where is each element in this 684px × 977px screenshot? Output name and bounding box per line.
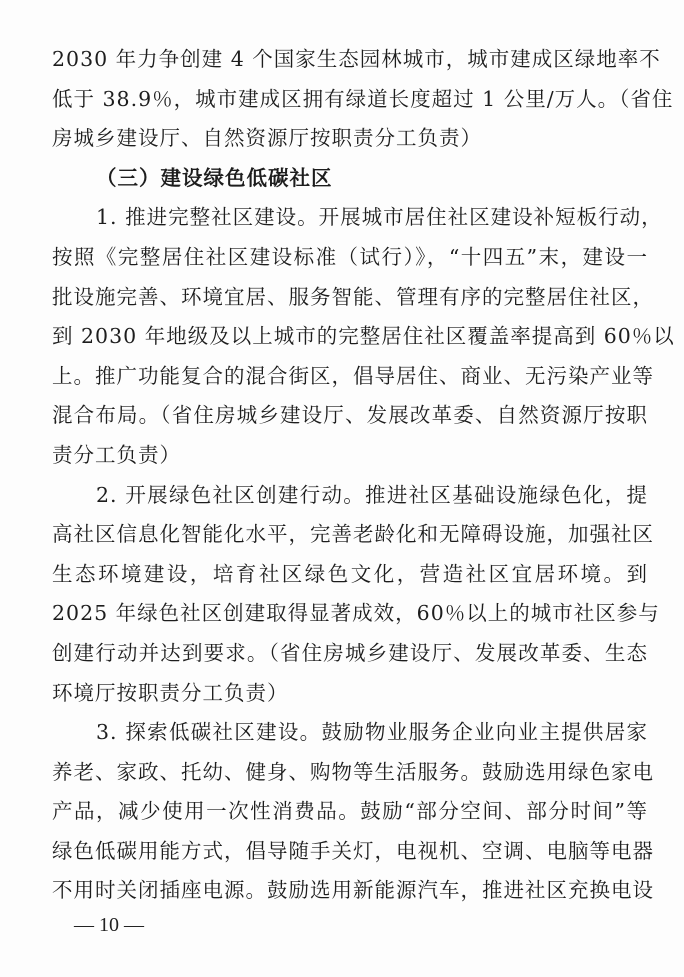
text-line-5: 1. 推进完整社区建设。开展城市居住社区建设补短板行动， [96, 205, 663, 230]
text-line-11: 责分工负责） [52, 442, 181, 467]
text-line-14: 生态环境建设，培育社区绿色文化，营造社区宜居环境。到 [52, 561, 648, 586]
page-number: — 10 — [74, 914, 144, 936]
text-line-12: 2. 开展绿色社区创建行动。推进社区基础设施绿色化，提 [96, 482, 648, 507]
text-line-8: 到 2030 年地级及以上城市的完整居住社区覆盖率提高到 60％以 [52, 324, 675, 349]
text-line-13: 高社区信息化智能化水平，完善老龄化和无障碍设施，加强社区 [52, 522, 654, 547]
body-text [52, 40, 675, 911]
text-line-2: 低于 38.9％，城市建成区拥有绿道长度超过 1 公里/万人。（省住 [52, 86, 674, 111]
text-line-21: 绿色低碳用能方式，倡导随手关灯，电视机、空调、电脑等电器 [52, 838, 654, 863]
text-line-7: 批设施完善、环境宜居、服务智能、管理有序的完整居住社区， [52, 284, 654, 309]
text-line-19: 养老、家政、托幼、健身、购物等生活服务。鼓励选用绿色家电 [52, 759, 654, 784]
text-line-3: 房城乡建设厅、自然资源厅按职责分工负责） [52, 126, 482, 151]
text-line-18: 3. 探索低碳社区建设。鼓励物业服务企业向业主提供居家 [96, 720, 648, 745]
text-line-20: 产品，减少使用一次性消费品。鼓励“部分空间、部分时间”等 [52, 799, 648, 824]
text-line-10: 混合布局。（省住房城乡建设厅、发展改革委、自然资源厅按职 [52, 403, 648, 428]
text-line-6: 按照《完整居住社区建设标准（试行）》，“十四五”末，建设一 [52, 244, 648, 269]
text-line-1: 2030 年力争创建 4 个国家生态园林城市，城市建成区绿地率不 [52, 47, 661, 71]
text-line-15: 2025 年绿色社区创建取得显著成效，60％以上的城市社区参与 [52, 601, 660, 626]
text-line-17: 环境厅按职责分工负责） [52, 680, 289, 705]
text-line-9: 上。推广功能复合的混合街区，倡导居住、商业、无污染产业等 [52, 363, 654, 388]
text-line-22: 不用时关闭插座电源。鼓励选用新能源汽车，推进社区充换电设 [52, 878, 654, 903]
text-line-16: 创建行动并达到要求。（省住房城乡建设厅、发展改革委、生态 [52, 640, 648, 665]
section-heading: （三）建设绿色低碳社区 [96, 165, 333, 190]
